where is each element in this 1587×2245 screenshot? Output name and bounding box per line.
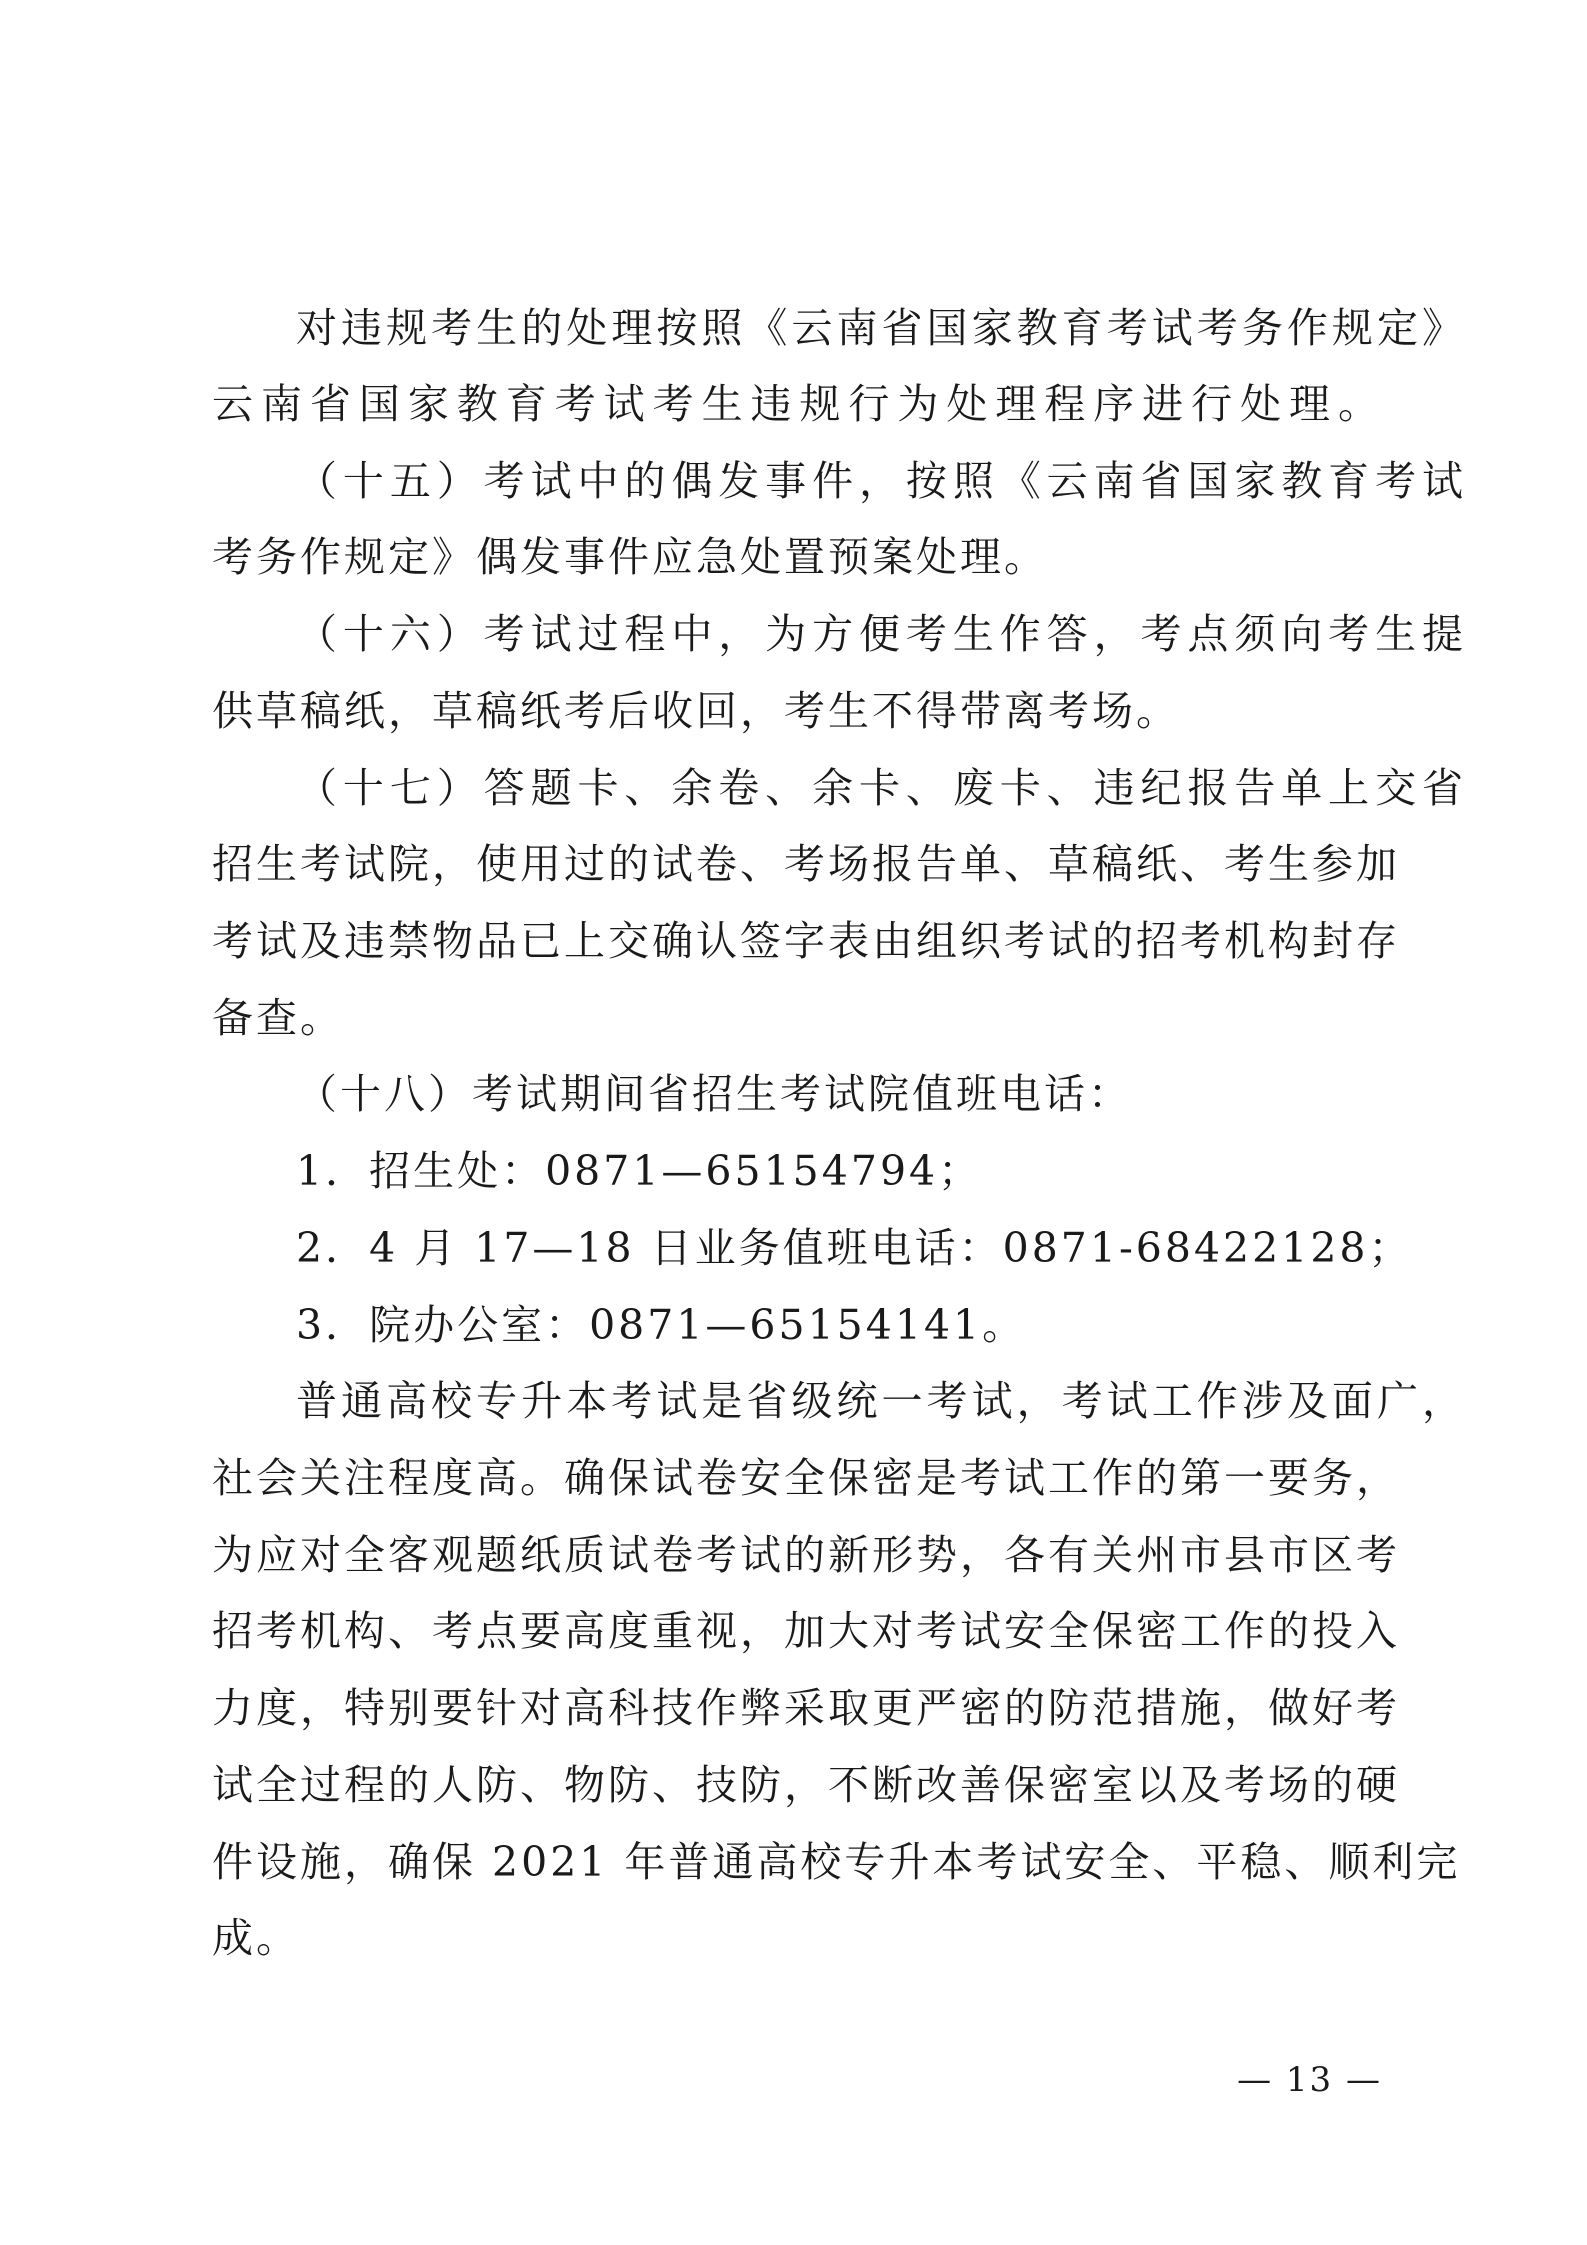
text-line: 力度，特别要针对高科技作弊采取更严密的防范措施，做好考	[212, 1684, 1400, 1732]
text-line: 对违规考生的处理按照《云南省国家教育考试考务作规定》	[296, 304, 1466, 352]
text-line: 件设施，确保 2021 年普通高校专升本考试安全、平稳、顺利完	[212, 1838, 1461, 1886]
text-line: 招生考试院，使用过的试卷、考场报告单、草稿纸、考生参加	[212, 840, 1400, 888]
text-line: 为应对全客观题纸质试卷考试的新形势，各有关州市县市区考	[212, 1531, 1400, 1579]
text-line: 招考机构、考点要高度重视，加大对考试安全保密工作的投入	[212, 1607, 1400, 1655]
text-line: 试全过程的人防、物防、技防，不断改善保密室以及考场的硬	[212, 1761, 1400, 1809]
text-line: （十八）考试期间省招生考试院值班电话：	[296, 1070, 1132, 1118]
text-line: （十六）考试过程中，为方便考生作答，考点须向考生提	[296, 610, 1466, 658]
text-line: （十七）答题卡、余卷、余卡、废卡、违纪报告单上交省	[296, 764, 1466, 812]
text-line: 成。	[212, 1914, 300, 1962]
text-line: 3．院办公室：0871—65154141。	[296, 1301, 1027, 1349]
page-number: — 13 —	[1237, 2060, 1382, 2100]
text-line: 备查。	[212, 994, 344, 1042]
text-line: 社会关注程度高。确保试卷安全保密是考试工作的第一要务，	[212, 1454, 1400, 1502]
text-line: 考试及违禁物品已上交确认签字表由组织考试的招考机构封存	[212, 917, 1400, 965]
text-line: （十五）考试中的偶发事件，按照《云南省国家教育考试	[296, 457, 1466, 505]
text-line: 1．招生处：0871—65154794；	[296, 1147, 983, 1195]
text-line: 2．4 月 17—18 日业务值班电话：0871-68422128；	[296, 1224, 1413, 1272]
text-line: 云南省国家教育考试考生违规行为处理程序进行处理。	[212, 380, 1382, 428]
text-line: 供草稿纸，草稿纸考后收回，考生不得带离考场。	[212, 687, 1180, 735]
text-line: 考务作规定》偶发事件应急处置预案处理。	[212, 533, 1048, 581]
text-line: 普通高校专升本考试是省级统一考试，考试工作涉及面广，	[296, 1377, 1466, 1425]
